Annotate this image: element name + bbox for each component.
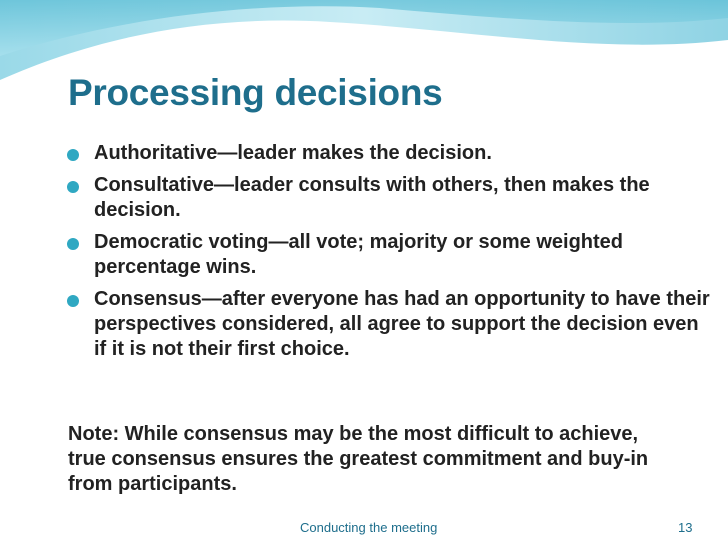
bullet-item-authoritative <box>66 141 716 166</box>
bullet-text: Consensus—after everyone has had an opportunity to have their perspectives considered, all agree to support the decision even if it is not their first choice. <box>94 288 710 360</box>
bullet-dot-icon <box>67 181 79 193</box>
bullet-item-consultative <box>66 173 716 223</box>
footer-text: Conducting the meeting <box>300 520 438 535</box>
note-paragraph: Note: While consensus may be the most difficult to achieve, true consensus ensures the greatest commitment and buy-in from participants. <box>68 423 649 495</box>
bullet-item-democratic-voting <box>66 230 716 280</box>
bullet-text: Consultative—leader consults with others, then makes the decision. <box>94 174 650 221</box>
bullet-text: Democratic voting—all vote; majority or some weighted percentage wins. <box>94 231 624 278</box>
bullet-text: Authoritative—leader makes the decision. <box>94 142 492 164</box>
bullet-dot-icon <box>67 295 79 307</box>
slide-title: Processing decisions <box>68 72 443 113</box>
bullet-item-consensus <box>66 287 716 362</box>
bullet-dot-icon <box>67 238 79 250</box>
bullet-list <box>66 141 716 369</box>
bullet-dot-icon <box>67 149 79 161</box>
page-number: 13 <box>678 520 693 535</box>
